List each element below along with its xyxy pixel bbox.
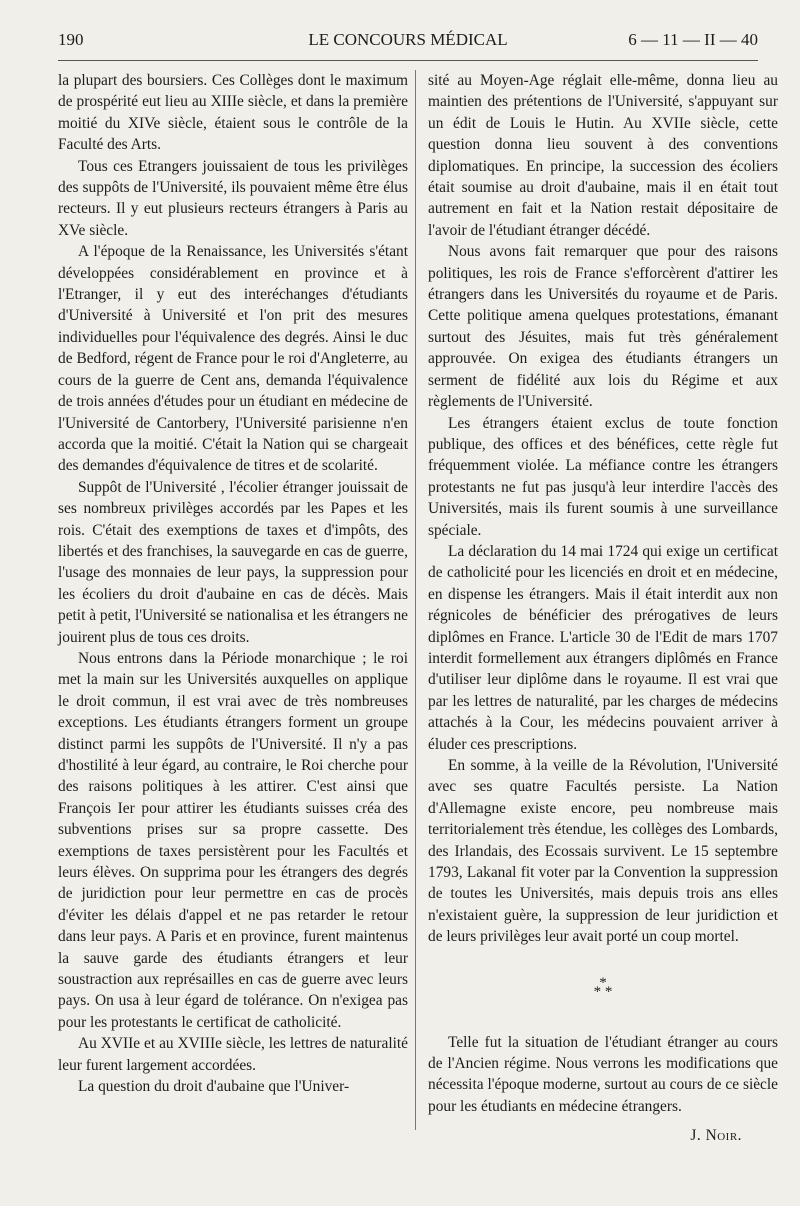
asterisk-top: * <box>599 974 607 991</box>
paragraph: Nous entrons dans la Période monarchique ; le roi met la main sur les Universités auxquelles on applique le droit commun, il est vrai avec de très nombreuses exceptions. Les étudiants étrangers forment un groupe distinct parmi les suppôts de l'Université. Il n'y a pas d'hostilité à leur égard, au contraire, le Roi cherche pour des raisons politiques à les attirer. C'est ainsi que François Ier pour attirer les étudiants suisses créa des subventions prises sur sa propre cassette. Des exemptions de taxes persistèrent pour les Facultés et leurs élèves. On supprima pour les étrangers des degrés de juridiction pour leur permettre en cas de procès d'éviter les délais d'appel et ne pas retarder le retour dans leur pays. A Paris et en province, furent maintenus la sauve garde des étudiants étrangers et leur soustraction aux représailles en cas de guerre avec leurs pays. On usa à leur égard de tolérance. On n'exigea pas pour les protestants le certificat de catholicité. <box>58 649 408 1031</box>
paragraph: La question du droit d'aubaine que l'Univer- <box>78 1078 350 1096</box>
page-header <box>58 30 758 56</box>
asterisk-left: * <box>593 983 602 1000</box>
paragraph: Tous ces Etrangers jouissaient de tous les privilèges des suppôts de l'Université, ils pouvaient même être élus recteurs. Il y eut plusieurs recteurs étrangers à Paris au XVe siècle. <box>58 157 408 239</box>
issue-date: 6 — 11 — II — 40 <box>628 30 758 49</box>
asterisk-right: * <box>604 983 613 1000</box>
paragraph: A l'époque de la Renaissance, les Universités s'étant développées considérablement en province et à l'Etranger, il y eut des interéchanges d'étudiants d'Université à Université et l'on prit des mesures individuelles pour l'équivalence des degrés. Ainsi le duc de Bedford, régent de France pour le roi d'Angleterre, au cours de la guerre de Cent ans, demanda l'équivalence de trois années d'études pour un étudiant en médecine de l'Université de Cantorbery, l'Université parisienne n'en accorda que la moitié. C'était la Nation qui se chargeait des demandes d'équivalence de titres et de scolarité. <box>58 243 408 475</box>
paragraph: En somme, à la veille de la Révolution, l'Université avec ses quatre Facultés persiste. La Nation d'Allemagne existe encore, peu nombreuse mais territorialement très étendue, les collèges des Lombards, des Irlandais, des Ecossais survivent. Le 15 septembre 1793, Lakanal fit voter par la Convention la suppression de toutes les Universités, mais depuis trois ans elles n'existaient guère, la suppression de leur juridiction et de leurs privilèges leur avait porté un coup mortel. <box>428 757 778 946</box>
paragraph: La déclaration du 14 mai 1724 qui exige un certificat de catholicité pour les licenciés en droit et en médecine, en dispense les étrangers. Mais il était interdit aux non régnicoles de bénéficier des prérogatives de leurs diplômes en France. L'article 30 de l'Edit de mars 1707 interdit formellement aux étrangers diplômés en France d'utiliser leur diplôme dans le royaume. Il est vrai que par les lettres de naturalité, par les charges de médecins attachés à la Cour, les médecins pouvaient arriver à éluder ces prescriptions. <box>428 542 778 753</box>
header-rule <box>58 60 758 61</box>
paragraph: la plupart des boursiers. Ces Collèges dont le maximum de prospérité eut lieu au XIIIe siècle, et dans la première moitié du XIVe siècle, étaient sous le contrôle de la Faculté des Arts. <box>58 72 408 154</box>
paragraph: Au XVIIe et au XVIIIe siècle, les lettres de naturalité leur furent largement accordées. <box>58 1035 408 1074</box>
page-number: 190 <box>58 30 84 49</box>
left-column <box>58 70 408 1098</box>
right-column <box>428 70 778 1147</box>
section-separator <box>428 974 778 1000</box>
column-divider <box>415 70 416 1130</box>
author-signature: J. Noir. <box>690 1127 742 1145</box>
closing-paragraph: Telle fut la situation de l'étudiant étranger au cours de l'Ancien régime. Nous verrons les modifications que nécessita l'époque moderne, surtout au cours de ce siècle pour les étudiants en médecine étrangers. <box>428 1033 778 1115</box>
paragraph: Nous avons fait remarquer que pour des raisons politiques, les rois de France s'efforcèrent d'attirer les étrangers dans les Universités du royaume et de Paris. Cette politique amena quelques protestations, émanant surtout des Jésuites, mais fut très généralement approuvée. On exigea des étudiants étrangers un serment de fidélité aux lois du Régime et aux règlements de l'Université. <box>428 243 778 411</box>
paragraph: sité au Moyen-Age réglait elle-même, donna lieu au maintien des prétentions de l'Université, s'appuyant sur un édit de Louis le Hutin. Au XVIIe siècle, cette question donna lieu souvent à des conventions diplomatiques. En principe, la succession des écoliers était soumise au droit d'aubaine, mais il en était tout autrement en fait et la Nation restait dépositaire de l'avoir de l'étudiant étranger décédé. <box>428 72 778 239</box>
journal-title: LE CONCOURS MÉDICAL <box>308 30 508 49</box>
paragraph: Suppôt de l'Université , l'écolier étranger jouissait de ses nombreux privilèges accordés par les Papes et les rois. C'était des exemptions de taxes et d'impôts, des libertés et des franchises, la sauvegarde en cas de guerre, l'usage des monnaies de leur pays, la suppression pour les écoliers du droit d'aubaine en cas de décès. Mais petit à petit, l'Université se nationalisa et les étrangers ne jouirent plus de tous ces droits. <box>58 478 408 646</box>
paragraph: Les étrangers étaient exclus de toute fonction publique, des offices et des bénéfices, cette règle fut fréquemment violée. La méfiance contre les étrangers protestants ne fut pas jusqu'à leur interdire l'accès des Universités, mais ils furent soumis à une surveillance spéciale. <box>428 414 778 539</box>
